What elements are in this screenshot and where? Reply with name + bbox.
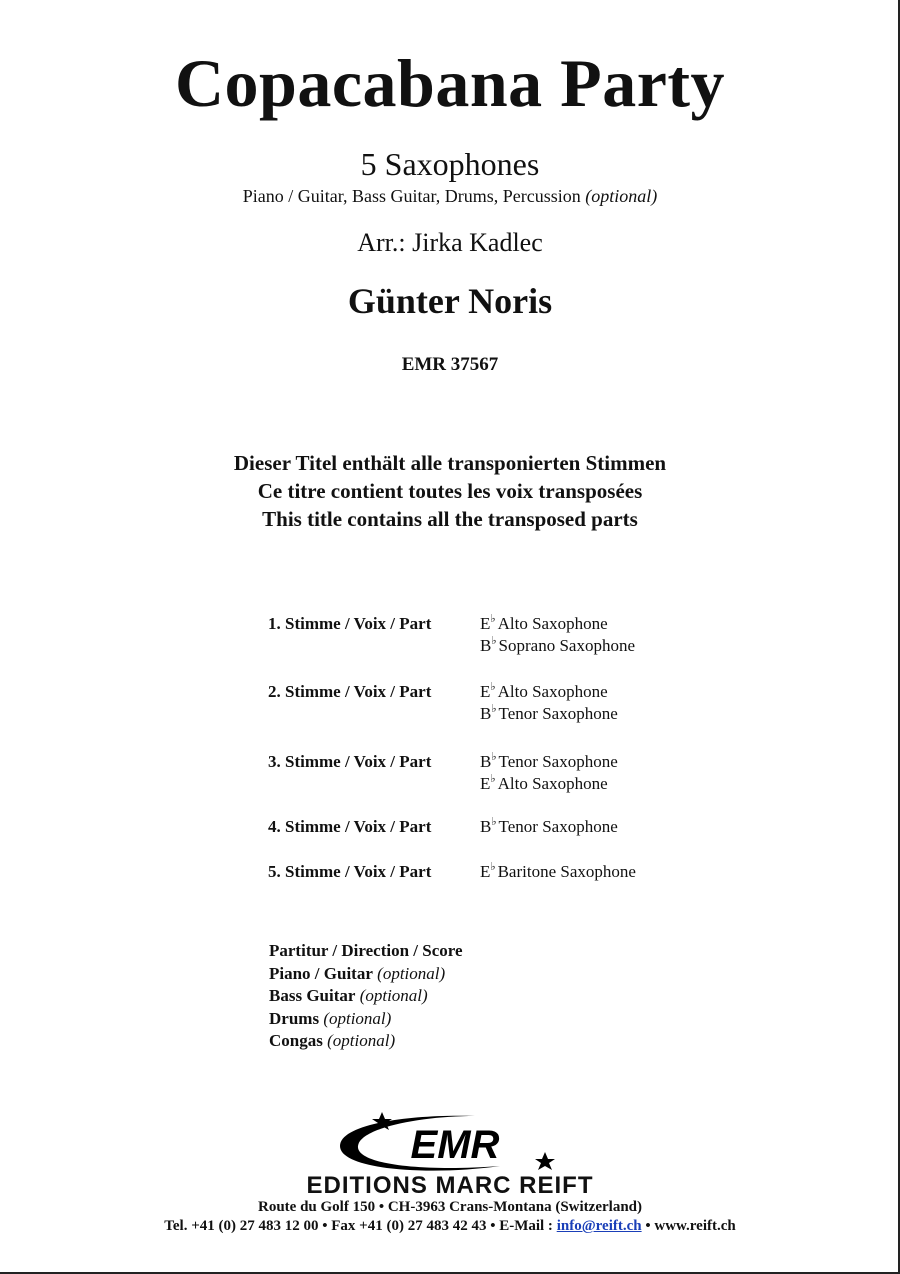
score-item-name: Piano / Guitar [269, 963, 373, 983]
instrument-line [480, 862, 636, 884]
part-label: 1. Stimme / Voix / Part [268, 614, 432, 633]
instrument-name: Soprano Saxophone [498, 636, 636, 655]
page-title: Copacabana Party [174, 45, 726, 121]
notice-german: Dieser Titel enthält alle transponierten Stimmen [233, 451, 667, 475]
instrument-name: Tenor Saxophone [498, 704, 618, 723]
instrument-name: Tenor Saxophone [498, 752, 618, 771]
notice-french: Ce titre contient toutes les voix transposées [257, 479, 643, 503]
score-item [269, 985, 463, 1008]
score-item-name: Congas [269, 1031, 323, 1050]
instrument-key: B [480, 817, 492, 836]
flat-symbol: ♭ [491, 703, 497, 715]
score-item [269, 1008, 463, 1031]
publisher-address: Route du Golf 150 • CH-3963 Crans-Montana (Switzerland) [258, 1199, 642, 1215]
instrument-key: E [480, 862, 491, 881]
ensemble-subtitle: 5 Saxophones [360, 146, 540, 182]
emr-logo [300, 1106, 600, 1176]
score-item-name: Bass Guitar [269, 986, 356, 1005]
flat-symbol: ♭ [491, 751, 497, 763]
score-item-name: Drums [269, 1008, 320, 1028]
instrument-line [480, 752, 618, 774]
instrument-name: Alto Saxophone [497, 682, 608, 701]
flat-symbol: ♭ [490, 773, 496, 785]
score-item-note: (optional) [377, 963, 446, 983]
score-item-name: Partitur / Direction / Score [269, 941, 463, 960]
instrument-line [480, 614, 635, 636]
instrument-key: E [480, 614, 491, 633]
instrument-key: B [480, 752, 492, 771]
part-instruments [480, 817, 618, 839]
instrumentation-line [0, 186, 900, 207]
part-label: 3. Stimme / Voix / Part [268, 752, 432, 771]
score-item-note: (optional) [359, 986, 428, 1005]
instrument-name: Baritone Saxophone [497, 862, 636, 881]
instrument-key: E [480, 682, 491, 701]
logo-text: EMR [410, 1123, 500, 1167]
flat-symbol: ♭ [491, 816, 497, 828]
flat-symbol: ♭ [490, 861, 496, 873]
contact-phone-fax: Tel. +41 (0) 27 483 12 00 • Fax +41 (0) 27 483 42 43 • E-Mail : [164, 1218, 557, 1234]
email-link[interactable]: info@reift.ch [556, 1218, 642, 1234]
score-item [269, 963, 463, 986]
notice-english: This title contains all the transposed parts [262, 507, 638, 531]
score-list [269, 940, 463, 1053]
instrument-line [480, 636, 635, 658]
contact-website: • www.reift.ch [641, 1218, 736, 1234]
flat-symbol: ♭ [490, 613, 496, 625]
catalog-code: EMR 37567 [401, 354, 499, 375]
instrument-line [480, 774, 618, 796]
instrument-line [480, 704, 618, 726]
part-instruments [480, 752, 618, 796]
instrument-name: Alto Saxophone [497, 614, 608, 633]
instrument-name: Tenor Saxophone [498, 817, 618, 836]
instrumentation-main: Piano / Guitar, Bass Guitar, Drums, Percussion [242, 186, 581, 206]
arranger: Arr.: Jirka Kadlec [357, 228, 543, 257]
part-instruments [480, 862, 636, 884]
instrument-name: Alto Saxophone [497, 774, 608, 793]
flat-symbol: ♭ [491, 635, 497, 647]
part-label: 4. Stimme / Voix / Part [268, 817, 432, 836]
publisher-contact [0, 1218, 900, 1235]
part-label: 5. Stimme / Voix / Part [268, 862, 432, 881]
score-item [269, 1030, 463, 1053]
part-instruments [480, 682, 618, 726]
composer: Günter Noris [347, 281, 553, 321]
publisher-name: EDITIONS MARC REIFT [306, 1172, 594, 1199]
score-item-note: (optional) [323, 1008, 392, 1028]
instrument-line [480, 682, 618, 704]
instrument-key: E [480, 774, 491, 793]
score-item [269, 940, 463, 963]
instrument-key: B [480, 704, 492, 723]
instrument-key: B [480, 636, 492, 655]
part-label: 2. Stimme / Voix / Part [268, 682, 432, 701]
part-instruments [480, 614, 635, 658]
flat-symbol: ♭ [490, 681, 496, 693]
transposed-parts-notice [0, 449, 900, 533]
instrumentation-optional: (optional) [585, 186, 658, 206]
instrument-line [480, 817, 618, 839]
score-item-note: (optional) [327, 1031, 396, 1050]
